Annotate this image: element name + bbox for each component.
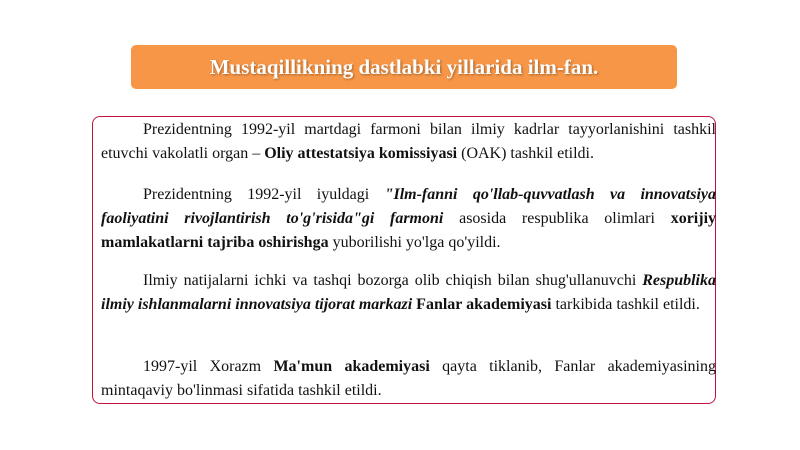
bold-text: Oliy attestatsiya komissiyasi — [264, 145, 458, 162]
paragraph-text: yuborilishi yo'lga qo'yildi. — [328, 234, 501, 251]
paragraph-text: asosida respublika olimlari — [443, 210, 671, 227]
bold-text: Ma'mun akademiyasi — [273, 358, 430, 375]
paragraph-text: qayta tiklanib, Fanlar akademiyasining mintaqaviy bo'linmasi sifatida tashkil etildi. — [101, 358, 716, 399]
bold-text: Fanlar akademiyasi — [416, 296, 552, 313]
bold-italic-text: Respublika ilmiy ishlanmalarni innovatsiya tijorat markazi — [101, 272, 716, 313]
paragraph-decree — [101, 183, 716, 255]
paragraph-text: Prezidentning 1992-yil iyuldagi — [143, 186, 385, 203]
title-banner — [131, 45, 677, 89]
paragraph-text: 1997-yil Xorazm — [143, 358, 274, 375]
paragraph-oak — [101, 118, 716, 166]
paragraph-text: Prezidentning 1992-yil martdagi farmoni bilan ilmiy kadrlar tayyorlanishini tashkil etuvchi vakolatli organ – — [101, 121, 716, 162]
paragraph-text: tarkibida tashkil etildi. — [551, 296, 700, 313]
bold-text: xorijiy mamlakatlarni tajriba oshirishga — [101, 210, 717, 251]
paragraph-innovation-center — [101, 269, 716, 317]
bold-italic-text: "Ilm-fanni qo'llab-quvvatlash va innovatsiya faoliyatini rivojlantirish to'g'risida"gi farmoni — [101, 186, 717, 227]
paragraph-text: (OAK) tashkil etildi. — [457, 145, 594, 162]
paragraph-mamun-academy — [101, 355, 716, 403]
slide-title: Mustaqillikning dastlabki yillarida ilm-fan. — [209, 54, 599, 79]
paragraph-text: Ilmiy natijalarni ichki va tashqi bozorga olib chiqish bilan shug'ullanuvchi — [143, 272, 643, 289]
